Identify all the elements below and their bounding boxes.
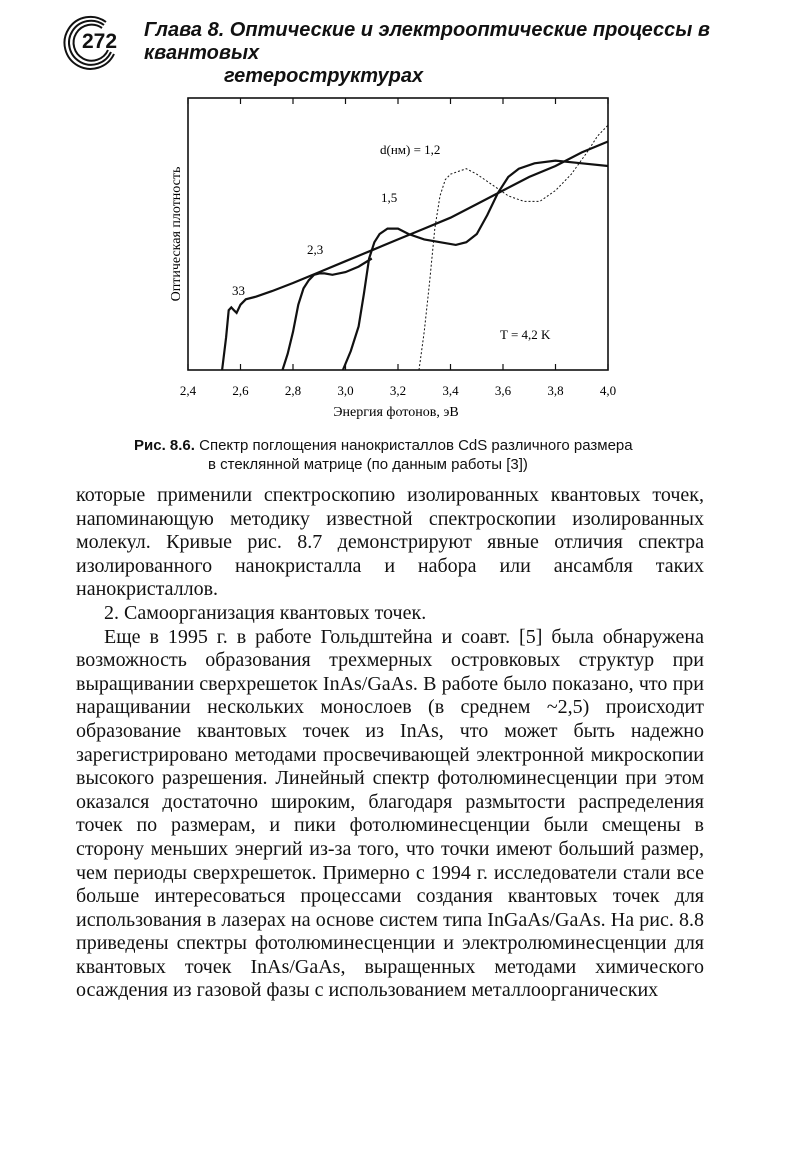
annotation-2-3: 2,3 bbox=[307, 242, 324, 257]
running-head-line-1: Глава 8. Оптические и электрооптические процессы в квантовых bbox=[144, 19, 710, 64]
x-tick-label: 2,4 bbox=[179, 383, 197, 398]
figure-label: Рис. 8.6. bbox=[134, 437, 195, 454]
annotation-d-1-2: d(нм) = 1,2 bbox=[380, 142, 441, 157]
x-axis-title: Энергия фотонов, эВ bbox=[333, 405, 459, 420]
x-tick-label: 2,6 bbox=[232, 383, 249, 398]
page-header bbox=[62, 14, 742, 87]
paragraph-1: которые применили спектроскопию изолированных квантовых точек, напоминающую методику известной спектроскопии изолированных молекул. Кривые рис. 8.7 демонстрируют явные отличия спектра изолированного нанокристалла и набора или ансамбля таких нанокристаллов. bbox=[76, 484, 704, 601]
x-tick-label: 3,0 bbox=[337, 383, 354, 398]
x-tick-label: 3,4 bbox=[442, 383, 459, 398]
x-tick-label: 4,0 bbox=[599, 383, 617, 398]
x-tick-label: 3,2 bbox=[389, 383, 407, 398]
running-head bbox=[144, 19, 744, 88]
figure-caption bbox=[134, 436, 714, 474]
x-tick-label: 3,8 bbox=[547, 383, 564, 398]
paragraph-2: Еще в 1995 г. в работе Гольдштейна и соавт. [5] была обнаружена возможность образования трехмерных островковых структур при выращивании сверхрешеток InAs/GaAs. В работе было показано, что при наращивании нескольких монослоев (в среднем ~2,5) происходит образование квантовых точек из InAs, что может быть надежно зарегистрировано методами просвечивающей электронной микроскопии высокого разрешения. Линейный спектр фотолюминесценции при этом оказался достаточно широким, благодаря размытости распределения точек по размерам, и пики фотолюминесценции были смещены в сторону меньших энергий из-за того, что точки имеют больший размер, чем периоды сверхрешеток. Примерно с 1994 г. исследователи стали все больше интересоваться процессами создания квантовых точек для использования в лазерах на основе систем типа InGaAs/GaAs. На рис. 8.8 приведены спектры фотолюминесценции и электролюминесценции для квантовых точек InAs/GaAs, выращенных методами химического осаждения из газовой фазы с использованием металлоорганических bbox=[76, 625, 704, 1002]
annotation-1-5: 1,5 bbox=[381, 190, 398, 205]
x-tick-label: 2,8 bbox=[284, 383, 302, 398]
absorption-spectrum-figure bbox=[150, 90, 650, 430]
body-text bbox=[76, 484, 704, 1003]
x-tick-label: 3,6 bbox=[494, 383, 512, 398]
series-line-2-3 bbox=[283, 259, 372, 371]
running-head-line-2: гетероструктурах bbox=[224, 65, 424, 87]
annotation-temperature: T = 4,2 K bbox=[500, 327, 551, 342]
annotation-33: 33 bbox=[232, 283, 245, 298]
absorption-spectrum-chart bbox=[150, 90, 650, 430]
page-number: 272 bbox=[82, 30, 118, 53]
list-item-2: 2. Самоорганизация квантовых точек. bbox=[104, 601, 427, 624]
caption-line-2: в стеклянной матрице (по данным работы [3]) bbox=[208, 456, 528, 473]
y-axis-title: Оптическая плотность bbox=[169, 166, 184, 302]
caption-line-1: Спектр поглощения нанокристаллов CdS различного размера bbox=[199, 437, 633, 454]
